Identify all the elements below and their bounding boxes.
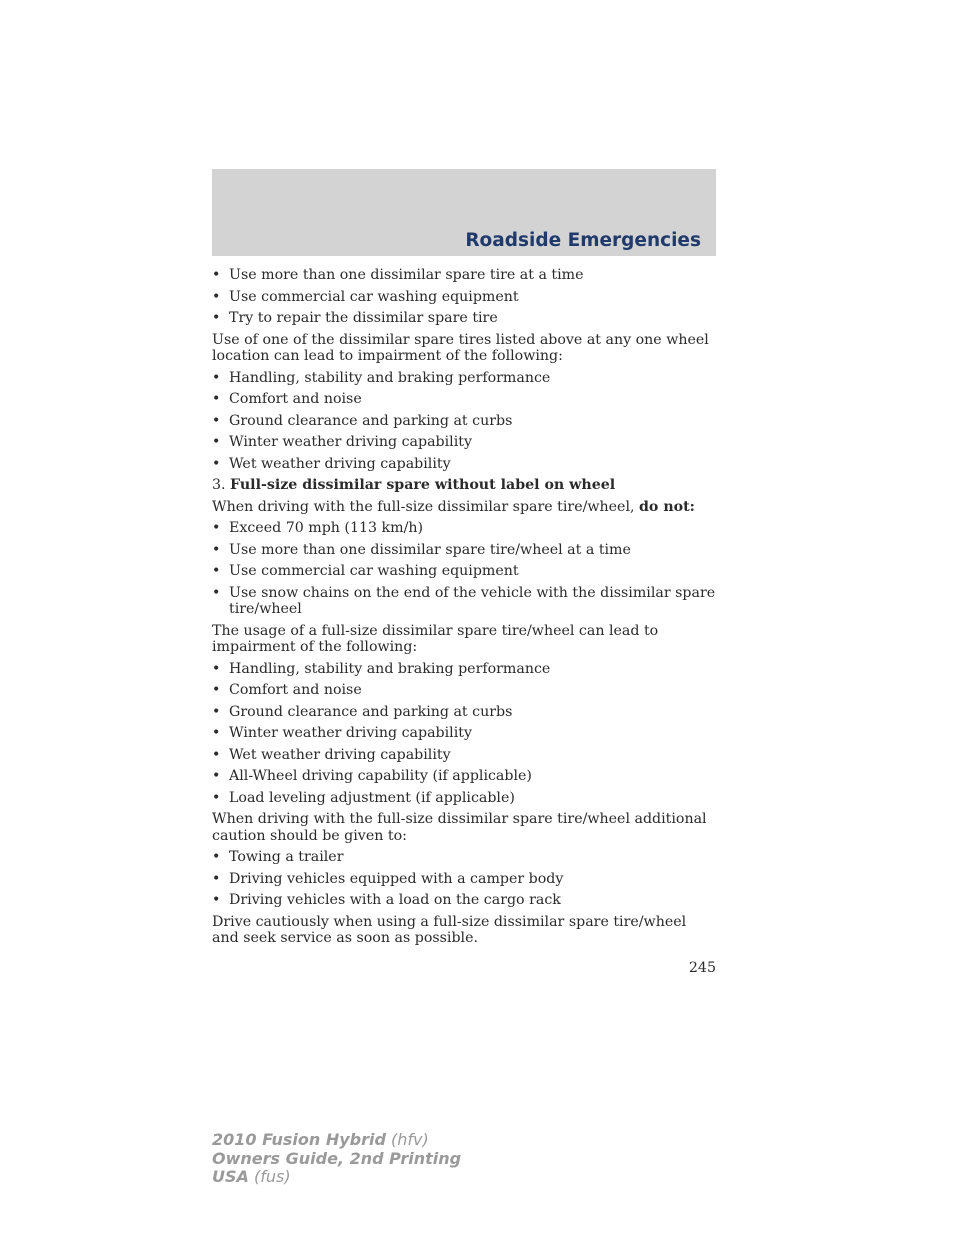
list-item: • Use snow chains on the end of the vehicle with the dissimilar spare tire/wheel <box>212 585 716 618</box>
paragraph: When driving with the full-size dissimilar spare tire/wheel additional caution should be given to: <box>212 811 707 844</box>
footer-market-code: (fus) <box>248 1167 291 1186</box>
list-item: • Ground clearance and parking at curbs <box>212 704 716 721</box>
list-item: • Use more than one dissimilar spare tire/wheel at a time <box>212 542 716 559</box>
paragraph: The usage of a full-size dissimilar spare tire/wheel can lead to impairment of the following: <box>212 622 659 655</box>
list-item: • Use commercial car washing equipment <box>212 289 716 306</box>
heading-number: 3. <box>212 477 231 493</box>
footer-market: USA <box>212 1167 249 1186</box>
list-item: • Wet weather driving capability <box>212 747 716 764</box>
list-item: • All-Wheel driving capability (if applicable) <box>212 768 716 785</box>
list-item: • Wet weather driving capability <box>212 456 716 473</box>
list-item: • Driving vehicles equipped with a camper body <box>212 871 716 888</box>
list-item: • Use commercial car washing equipment <box>212 563 716 580</box>
paragraph: Use of one of the dissimilar spare tires listed above at any one wheel location can lead to impairment of the following: <box>212 331 709 364</box>
paragraph: Drive cautiously when using a full-size dissimilar spare tire/wheel and seek service as soon as possible. <box>212 913 687 946</box>
list-item: • Comfort and noise <box>212 682 716 699</box>
list-item: • Winter weather driving capability <box>212 725 716 742</box>
footer-line <box>212 1131 461 1150</box>
footer-model-code: (hfv) <box>385 1130 429 1149</box>
page-content <box>212 267 716 952</box>
list-item: • Exceed 70 mph (113 km/h) <box>212 520 716 537</box>
paragraph-text: When driving with the full-size dissimilar spare tire/wheel, <box>212 498 640 515</box>
section-header-band <box>212 169 716 256</box>
list-item: • Try to repair the dissimilar spare tire <box>212 310 716 327</box>
document-footer <box>212 1131 461 1187</box>
list-item: • Load leveling adjustment (if applicable) <box>212 790 716 807</box>
paragraph-emphasis: do not: <box>639 498 695 515</box>
list-item: • Ground clearance and parking at curbs <box>212 413 716 430</box>
list-item: • Winter weather driving capability <box>212 434 716 451</box>
list-item: • Comfort and noise <box>212 391 716 408</box>
paragraph <box>212 499 716 516</box>
footer-line <box>212 1168 461 1187</box>
list-item: • Driving vehicles with a load on the cargo rack <box>212 892 716 909</box>
footer-guide: Owners Guide, 2nd Printing <box>212 1148 462 1168</box>
list-item: • Towing a trailer <box>212 849 716 866</box>
list-item: • Handling, stability and braking performance <box>212 370 716 387</box>
list-item: • Handling, stability and braking performance <box>212 661 716 678</box>
section-title: Roadside Emergencies <box>465 230 701 251</box>
footer-line <box>212 1150 461 1169</box>
list-item: • Use more than one dissimilar spare tire at a time <box>212 267 716 284</box>
numbered-heading <box>212 477 716 494</box>
footer-model: 2010 Fusion Hybrid <box>212 1130 386 1149</box>
page-number: 245 <box>688 960 716 976</box>
heading-text: Full-size dissimilar spare without label on wheel <box>230 477 616 493</box>
